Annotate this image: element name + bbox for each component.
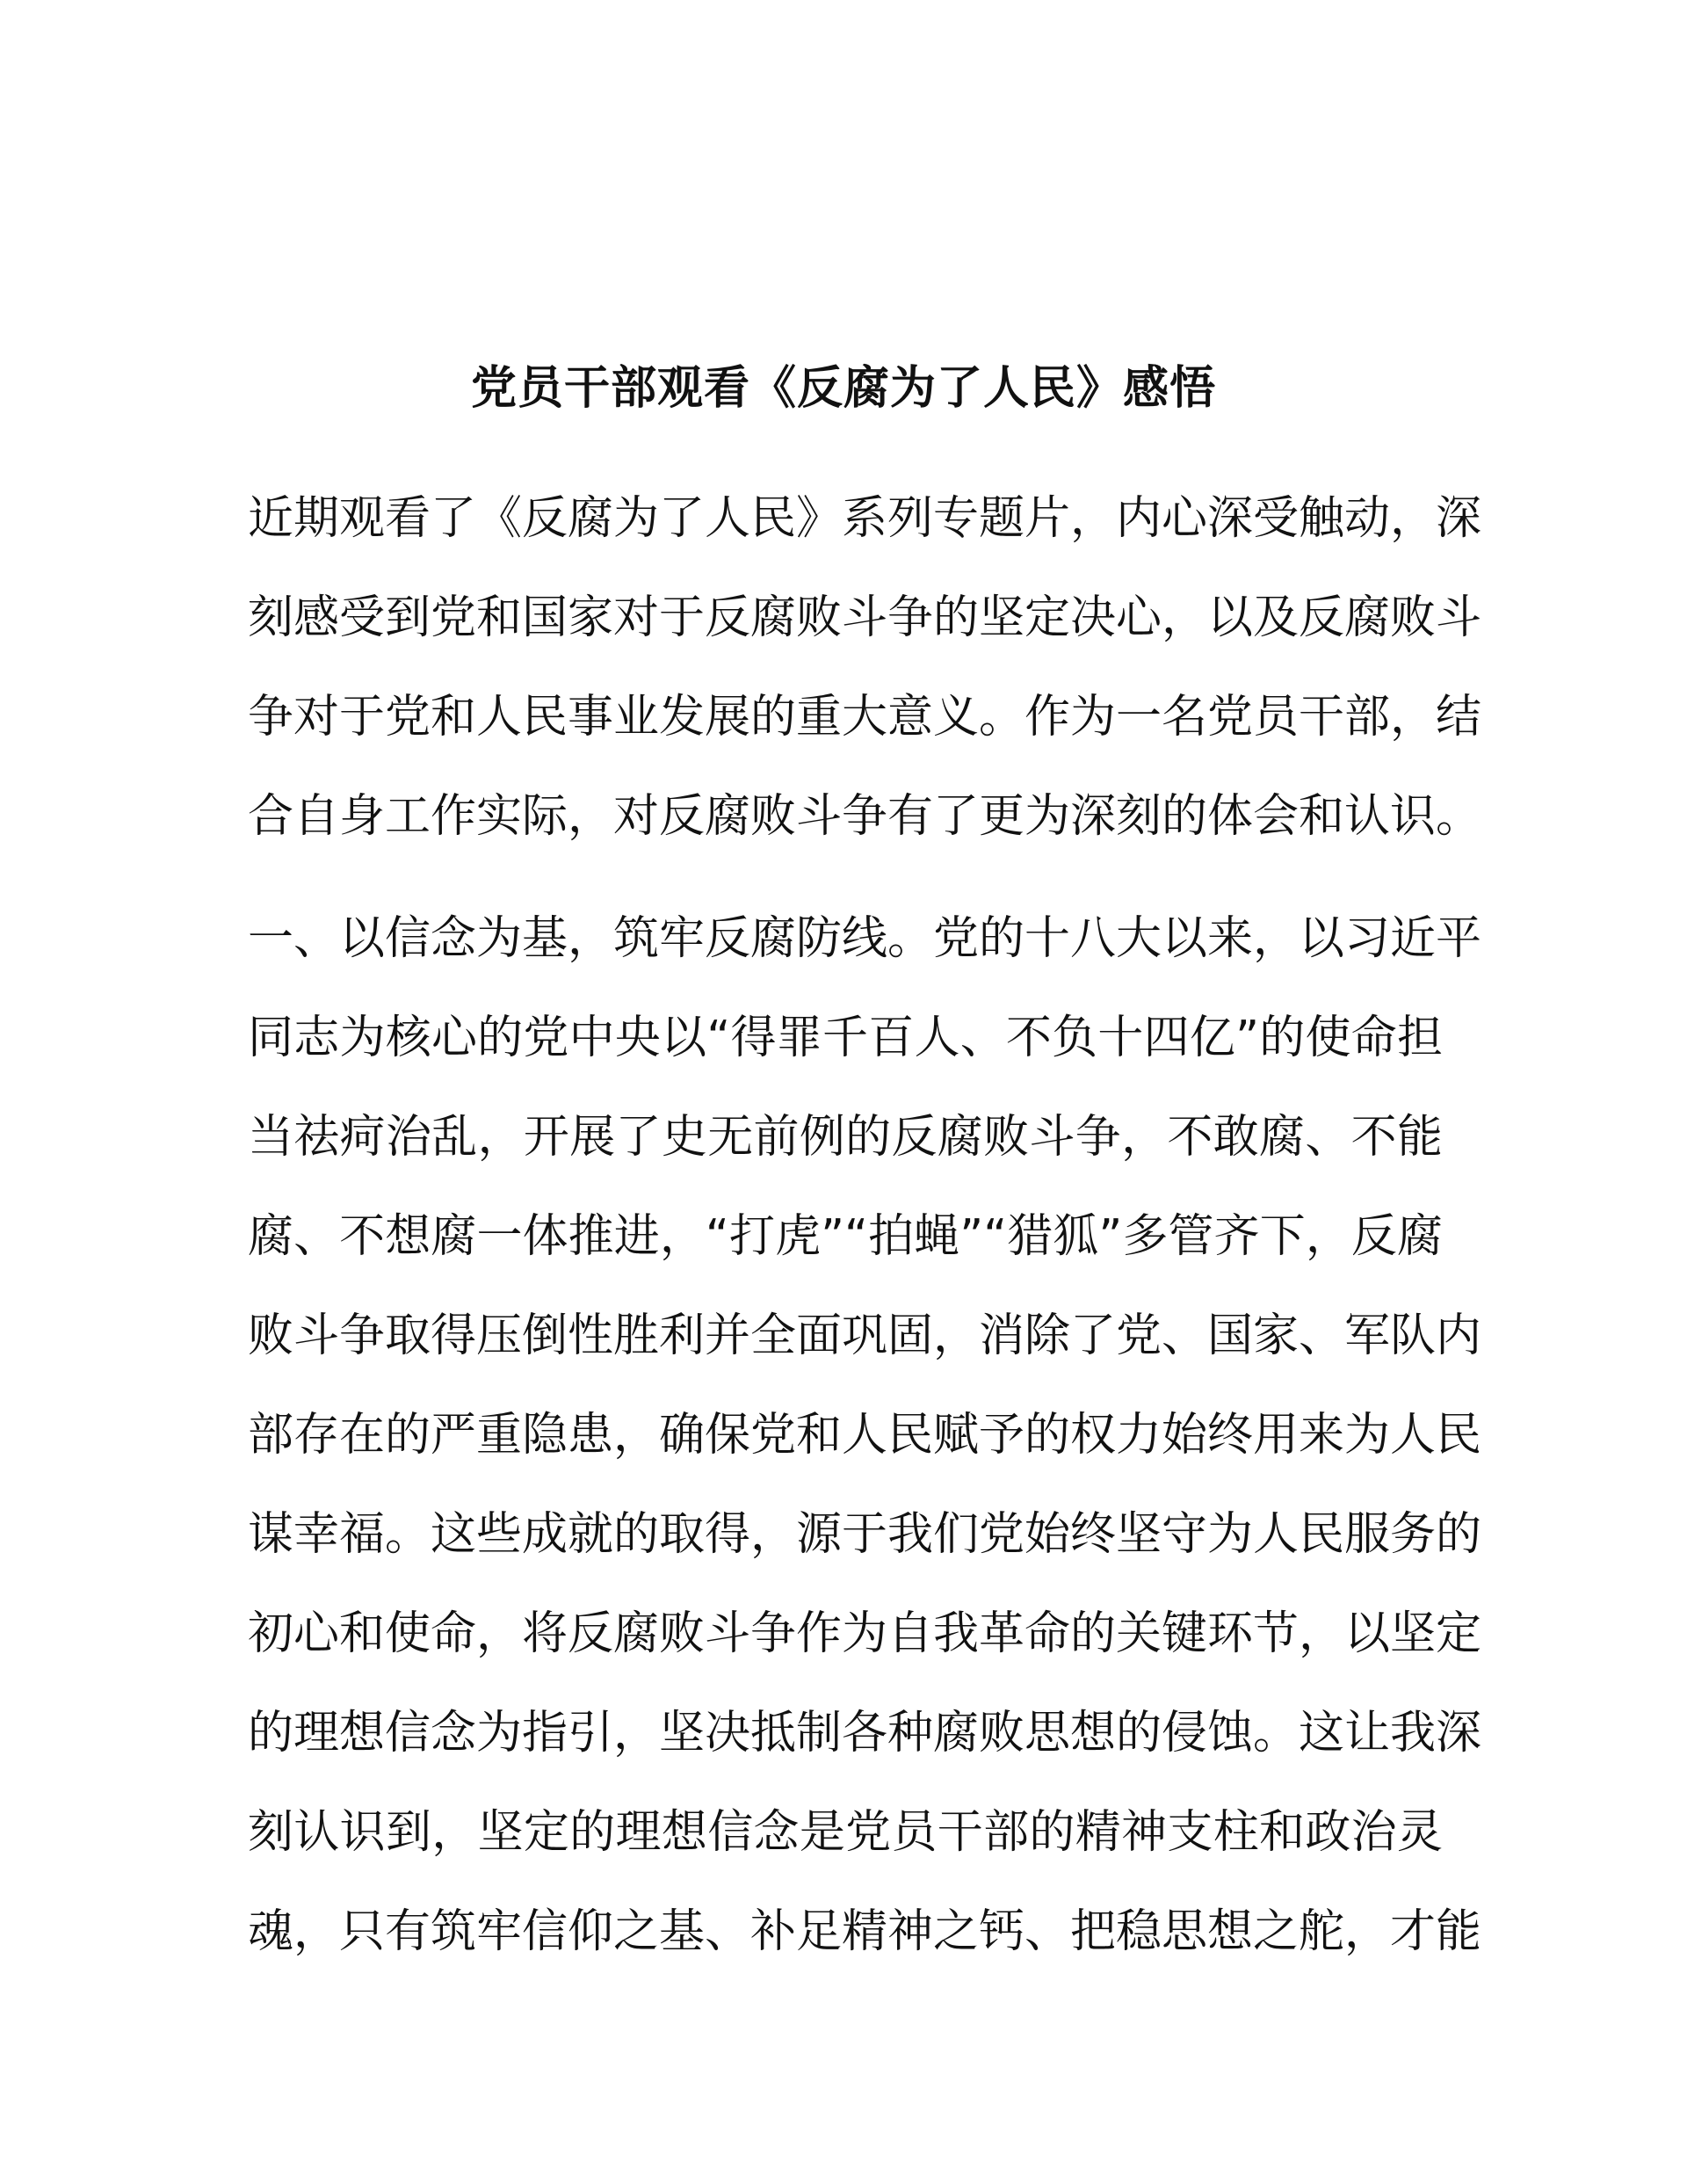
paragraph-line: 腐、不想腐一体推进，“打虎”“拍蝇”“猎狐”多管齐下，反腐 [248, 1210, 1443, 1263]
paragraph-line: 争对于党和人民事业发展的重大意义。作为一名党员干部，结 [248, 691, 1482, 744]
paragraph-line: 当祛疴治乱，开展了史无前例的反腐败斗争，不敢腐、不能 [248, 1111, 1443, 1164]
paragraph-line: 刻认识到，坚定的理想信念是党员干部的精神支柱和政治灵 [248, 1806, 1443, 1859]
paragraph-line: 合自身工作实际，对反腐败斗争有了更为深刻的体会和认识。 [248, 790, 1482, 843]
paragraph-intro [248, 469, 1482, 867]
paragraph-line: 初心和使命，将反腐败斗争作为自我革命的关键环节，以坚定 [248, 1607, 1482, 1660]
document-title: 党员干部观看《反腐为了人民》感悟 [470, 362, 1216, 415]
paragraph-section-one [248, 889, 1482, 1982]
paragraph-line: 近期观看了《反腐为了人民》系列专题片，内心深受触动，深 [248, 492, 1482, 545]
paragraph-line: 的理想信念为指引，坚决抵制各种腐败思想的侵蚀。这让我深 [248, 1707, 1482, 1760]
paragraph-line: 败斗争取得压倒性胜利并全面巩固，消除了党、国家、军队内 [248, 1310, 1482, 1362]
paragraph-line: 谋幸福。这些成就的取得，源于我们党始终坚守为人民服务的 [248, 1508, 1482, 1561]
paragraph-line: 魂，只有筑牢信仰之基、补足精神之钙、把稳思想之舵，才能 [248, 1905, 1482, 1958]
paragraph-line: 一、以信念为基，筑牢反腐防线。党的十八大以来，以习近平 [248, 912, 1482, 965]
paragraph-line: 同志为核心的党中央以“得罪千百人、不负十四亿”的使命担 [248, 1012, 1443, 1064]
paragraph-line: 部存在的严重隐患，确保党和人民赋予的权力始终用来为人民 [248, 1409, 1482, 1462]
paragraph-line: 刻感受到党和国家对于反腐败斗争的坚定决心，以及反腐败斗 [248, 591, 1482, 644]
